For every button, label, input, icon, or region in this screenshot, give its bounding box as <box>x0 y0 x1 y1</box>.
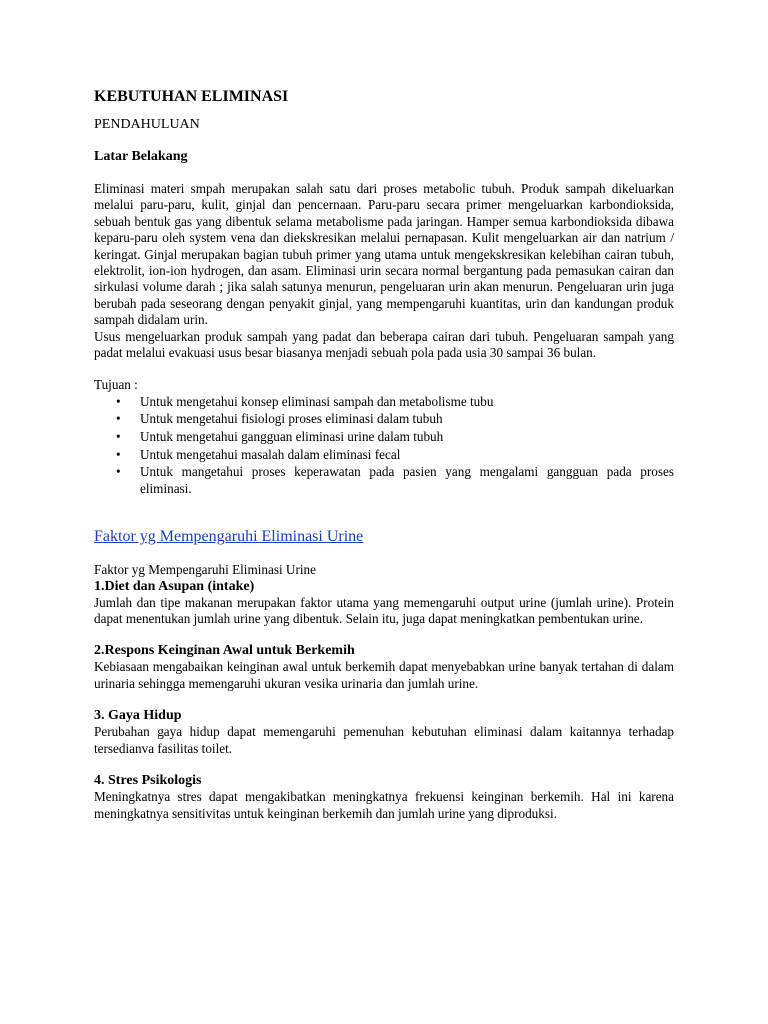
factor-heading-lifestyle: 3. Gaya Hidup <box>94 708 182 724</box>
bullet-icon: • <box>116 446 121 462</box>
factor-text-lifestyle: Perubahan gaya hidup dapat memengaruhi pemenuhan kebutuhan eliminasi dalam kaitannya terhadap tersedianva fasilitas toilet. <box>94 724 674 756</box>
background-heading: Latar Belakang <box>94 149 188 164</box>
list-item: • Untuk mengetahui konsep eliminasi sampah dan metabolisme tubu <box>116 393 494 409</box>
goals-label: Tujuan : <box>94 377 138 393</box>
bullet-icon: • <box>116 393 121 409</box>
list-item: • Untuk mengetahui masalah dalam eliminasi fecal <box>116 446 401 462</box>
section-subtitle: PENDAHULUAN <box>94 117 200 132</box>
bullet-icon: • <box>116 411 121 427</box>
factor-text-diet: Jumlah dan tipe makanan merupakan faktor utama yang memengaruhi output urine (jumlah urine). Protein dapat menentukan jumlah urine yang dibentuk. Selain itu, juga dapat meningkatkan pembentukan urine. <box>94 594 674 627</box>
list-item: • Untuk mengetahui fisiologi proses eliminasi dalam tubuh <box>116 411 443 427</box>
background-paragraph-1: Eliminasi materi smpah merupakan salah satu dari proses metabolic tubuh. Produk sampah dikeluarkan melalui paru-paru, kulit, ginjal dan pencernaan. Paru-paru secara primer mengeluarkan karbondioksida, sebuah bentuk gas yang dibentuk selama metabolisme pada jaringan. Hamper semua karbondioksida dibawa keparu-paru oleh system vena dan diekskresikan melalui pernapasan. Kulit mengeluarkan air dan natrium / keringat. Ginjal merupakan bagian tubuh primer yang utama untuk mengekskresikan kelebihan cairan tubuh, elektrolit, ion-ion hydrogen, dan asam. Eliminasi urin secara normal bergantung pada pemasukan cairan dan sirkulasi volume darah ; jika salah satunya menurun, pengeluaran urin akan menurun. Pengeluaran urin juga berubah pada seseorang dengan penyakit ginjal, yang mempengaruhi kuantitas, urin dan kandungan produk sampah didalam urin. <box>94 181 674 328</box>
bullet-icon: • <box>116 464 121 480</box>
factor-heading-response: 2.Respons Keinginan Awal untuk Berkemih <box>94 643 355 659</box>
factor-heading-diet: 1.Diet dan Asupan (intake) <box>94 578 255 594</box>
document-title: KEBUTUHAN ELIMINASI <box>94 88 289 105</box>
factor-text-stress: Meningkatnya stres dapat mengakibatkan meningkatnya frekuensi keinginan berkemih. Hal ini karena meningkatnya sensitivitas untuk keinginan berkemih dan jumlah urine yang diproduksi. <box>94 789 674 821</box>
goals-list <box>94 394 674 497</box>
bullet-icon: • <box>116 429 121 445</box>
factor-heading-stress: 4. Stres Psikologis <box>94 773 202 789</box>
factors-intro: Faktor yg Mempengaruhi Eliminasi Urine <box>94 562 316 578</box>
list-item: • Untuk mangetahui proses keperawatan pada pasien yang mengalami gangguan pada proses eliminasi. <box>116 464 674 496</box>
background-paragraph-2: Usus mengeluarkan produk sampah yang padat dan beberapa cairan dari tubuh. Pengeluaran sampah yang padat melalui evakuasi usus besar biasanya menjadi sebuah pola pada usia 30 sampai 36 bulan. <box>94 328 674 361</box>
factor-text-response: Kebiasaan mengabaikan keinginan awal untuk berkemih dapat menyebabkan urine banyak tertahan di dalam urinaria sehingga memengaruhi ukuran vesika urinaria dan jumlah urine. <box>94 659 674 691</box>
factors-link-heading[interactable]: Faktor yg Mempengaruhi Eliminasi Urine <box>94 528 364 546</box>
list-item: • Untuk mengetahui gangguan eliminasi urine dalam tubuh <box>116 429 444 445</box>
